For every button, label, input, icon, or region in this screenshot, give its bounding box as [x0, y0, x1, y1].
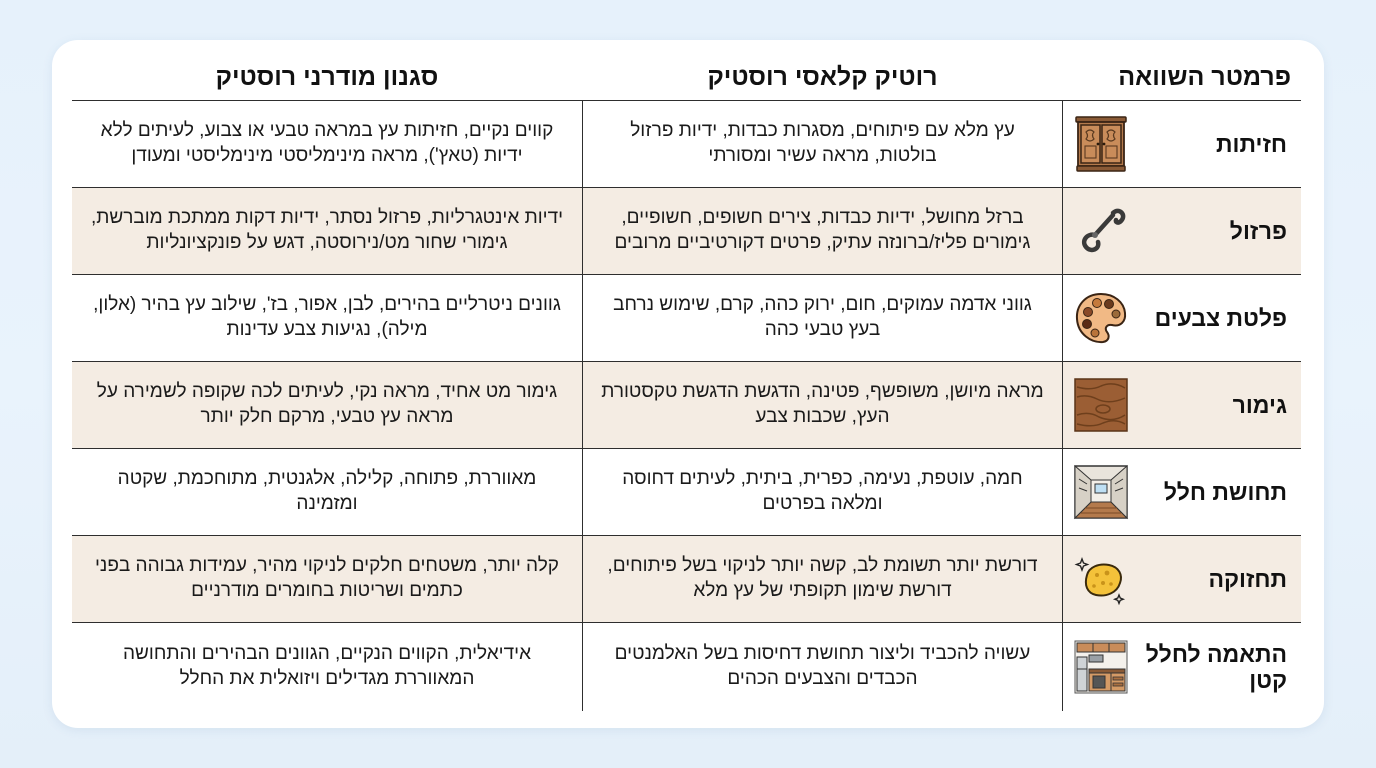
table-row: [72, 449, 1301, 536]
header-param: פרמטר השוואה: [1118, 62, 1291, 91]
table-row: [72, 536, 1301, 623]
classic-cell: דורשת יותר תשומת לב, קשה יותר לניקוי בשל פיתוחים, דורשת שימון תקופתי של עץ מלא: [582, 536, 1063, 622]
param-cell: [1063, 188, 1301, 274]
header-modern: סגנון מודרני רוסטיק: [215, 62, 439, 91]
wood-texture-icon: [1073, 377, 1129, 433]
table-row: [72, 188, 1301, 275]
table-row: [72, 362, 1301, 449]
classic-cell: עץ מלא עם פיתוחים, מסגרות כבדות, ידיות פרזול בולטות, מראה עשיר ומסורתי: [582, 101, 1063, 187]
param-cell: [1063, 623, 1301, 711]
modern-cell: גוונים ניטרליים בהירים, לבן, אפור, בז', שילוב עץ בהיר (אלון, מילה), נגיעות צבע עדינות: [93, 294, 561, 340]
classic-cell: מראה מיושן, משופשף, פטינה, הדגשת הדגשת טקסטורת העץ, שכבות צבע: [582, 362, 1063, 448]
table-row: [72, 275, 1301, 362]
classic-cell: גווני אדמה עמוקים, חום, ירוק כהה, קרם, שימוש נרחב בעץ טבעי כהה: [582, 275, 1063, 361]
header-classic: רוטיק קלאסי רוסטיק: [707, 62, 938, 91]
kitchen-icon: [1073, 639, 1129, 695]
room-icon: [1073, 464, 1129, 520]
table-header: [72, 54, 1301, 101]
hook-icon: [1073, 203, 1129, 259]
classic-cell: חמה, עוטפת, נעימה, כפרית, ביתית, לעיתים דחוסה ומלאה בפרטים: [582, 449, 1063, 535]
modern-cell: גימור מט אחיד, מראה נקי, לעיתים לכה שקופה לשמירה על מראה עץ טבעי, מרקם חלק יותר: [96, 381, 558, 427]
table-row: [72, 623, 1301, 711]
param-name: תחזוקה: [1208, 565, 1287, 592]
param-cell: [1063, 536, 1301, 622]
modern-cell: ידיות אינטגרליות, פרזול נסתר, ידיות דקות ממתכת מוברשת, גימורי שחור מט/נירוסטה, דגש על פונקציונליות: [90, 207, 564, 253]
param-name: תחושת חלל: [1163, 478, 1287, 505]
param-cell: [1063, 449, 1301, 535]
param-cell: [1063, 275, 1301, 361]
comparison-table: [72, 54, 1301, 711]
table-row: [72, 101, 1301, 188]
comparison-card: [52, 40, 1324, 728]
modern-cell: קווים נקיים, חזיתות עץ במראה טבעי או צבוע, לעיתים ללא ידיות (טאץ'), מראה מינימליסטי מינימליסטי ומעודן: [100, 120, 554, 166]
param-name: חזיתות: [1216, 130, 1287, 157]
param-name: פלטת צבעים: [1154, 304, 1287, 331]
modern-cell: קלה יותר, משטחים חלקים לניקוי מהיר, עמידות גבוהה בפני כתמים ושריטות בחומרים מודרניים: [95, 555, 559, 601]
modern-cell: אידיאלית, הקווים הנקיים, הגוונים הבהירים והתחושה המאווררת מגדילים ויזואלית את החלל: [123, 643, 531, 689]
param-name: פרזול: [1229, 217, 1287, 244]
param-cell: [1063, 101, 1301, 187]
sponge-icon: [1073, 551, 1129, 607]
classic-cell: עשויה להכביד וליצור תחושת דחיסות בשל האלמנטים הכבדים והצבעים הכהים: [582, 623, 1063, 711]
param-cell: [1063, 362, 1301, 448]
param-name: התאמה לחלל קטן: [1145, 640, 1287, 693]
palette-icon: [1073, 290, 1129, 346]
param-name: גימור: [1232, 391, 1287, 418]
classic-cell: ברזל מחושל, ידיות כבדות, צירים חשופים, חשופיים, גימורים פליז/ברונזה עתיק, פרטים דקורטיביים מרובים: [582, 188, 1063, 274]
modern-cell: מאווררת, פתוחה, קלילה, אלגנטית, מתוחכמת, שקטה ומזמינה: [117, 468, 537, 514]
cabinet-icon: [1073, 116, 1129, 172]
